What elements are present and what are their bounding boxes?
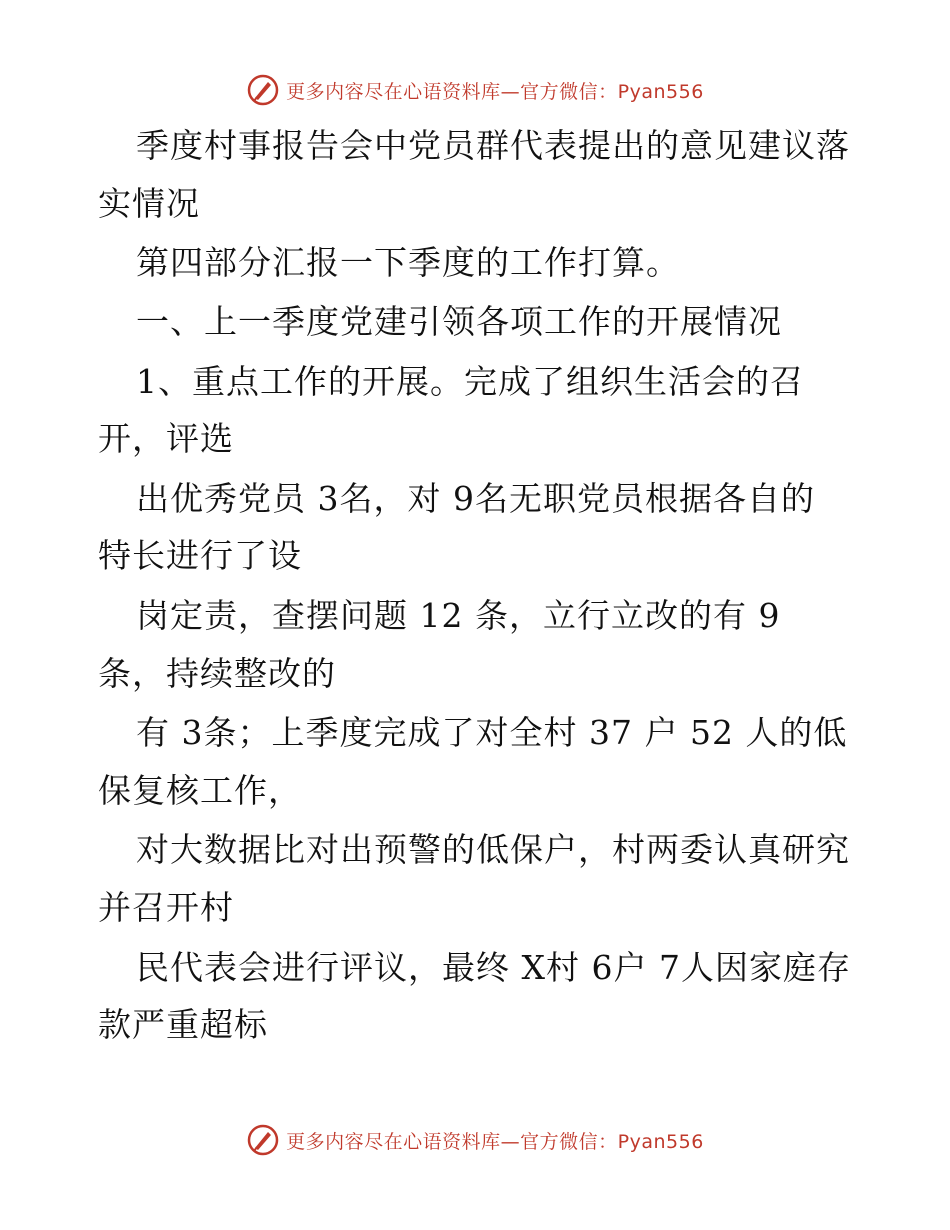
text-line: 出优秀党员 3名，对 9名无职党员根据各自的 bbox=[136, 479, 815, 518]
quill-pen-logo-icon bbox=[246, 1123, 280, 1157]
text-line: 一、上一季度党建引领各项工作的开展情况 bbox=[136, 302, 782, 341]
text-line: 第四部分汇报一下季度的工作打算。 bbox=[136, 243, 680, 282]
header-watermark-banner bbox=[0, 70, 950, 110]
text-line: 有 3条；上季度完成了对全村 37 户 52 人的低 bbox=[136, 713, 848, 752]
text-line: 1、重点工作的开展。完成了组织生活会的召 bbox=[136, 362, 804, 401]
text-line: 季度村事报告会中党员群代表提出的意见建议落 bbox=[136, 126, 850, 165]
text-line: 民代表会进行评议，最终 X村 6户 7人因家庭存 bbox=[136, 948, 851, 987]
text-line: 对大数据比对出预警的低保户，村两委认真研究 bbox=[136, 830, 850, 869]
footer-watermark-banner bbox=[0, 1120, 950, 1160]
text-line: 开，评选 bbox=[98, 419, 234, 458]
text-line: 保复核工作， bbox=[98, 771, 302, 810]
text-line: 岗定责，查摆问题 12 条，立行立改的有 9 bbox=[136, 596, 781, 635]
quill-pen-logo-icon bbox=[246, 73, 280, 107]
text-line: 款严重超标 bbox=[98, 1005, 268, 1044]
text-line: 并召开村 bbox=[98, 888, 234, 927]
text-line: 特长进行了设 bbox=[98, 536, 302, 575]
text-line: 条，持续整改的 bbox=[98, 654, 336, 693]
text-line: 实情况 bbox=[98, 184, 200, 223]
watermark-text: 更多内容尽在心语资料库—官方微信：Pyan556 bbox=[286, 80, 704, 103]
watermark-text: 更多内容尽在心语资料库—官方微信：Pyan556 bbox=[286, 1130, 704, 1153]
